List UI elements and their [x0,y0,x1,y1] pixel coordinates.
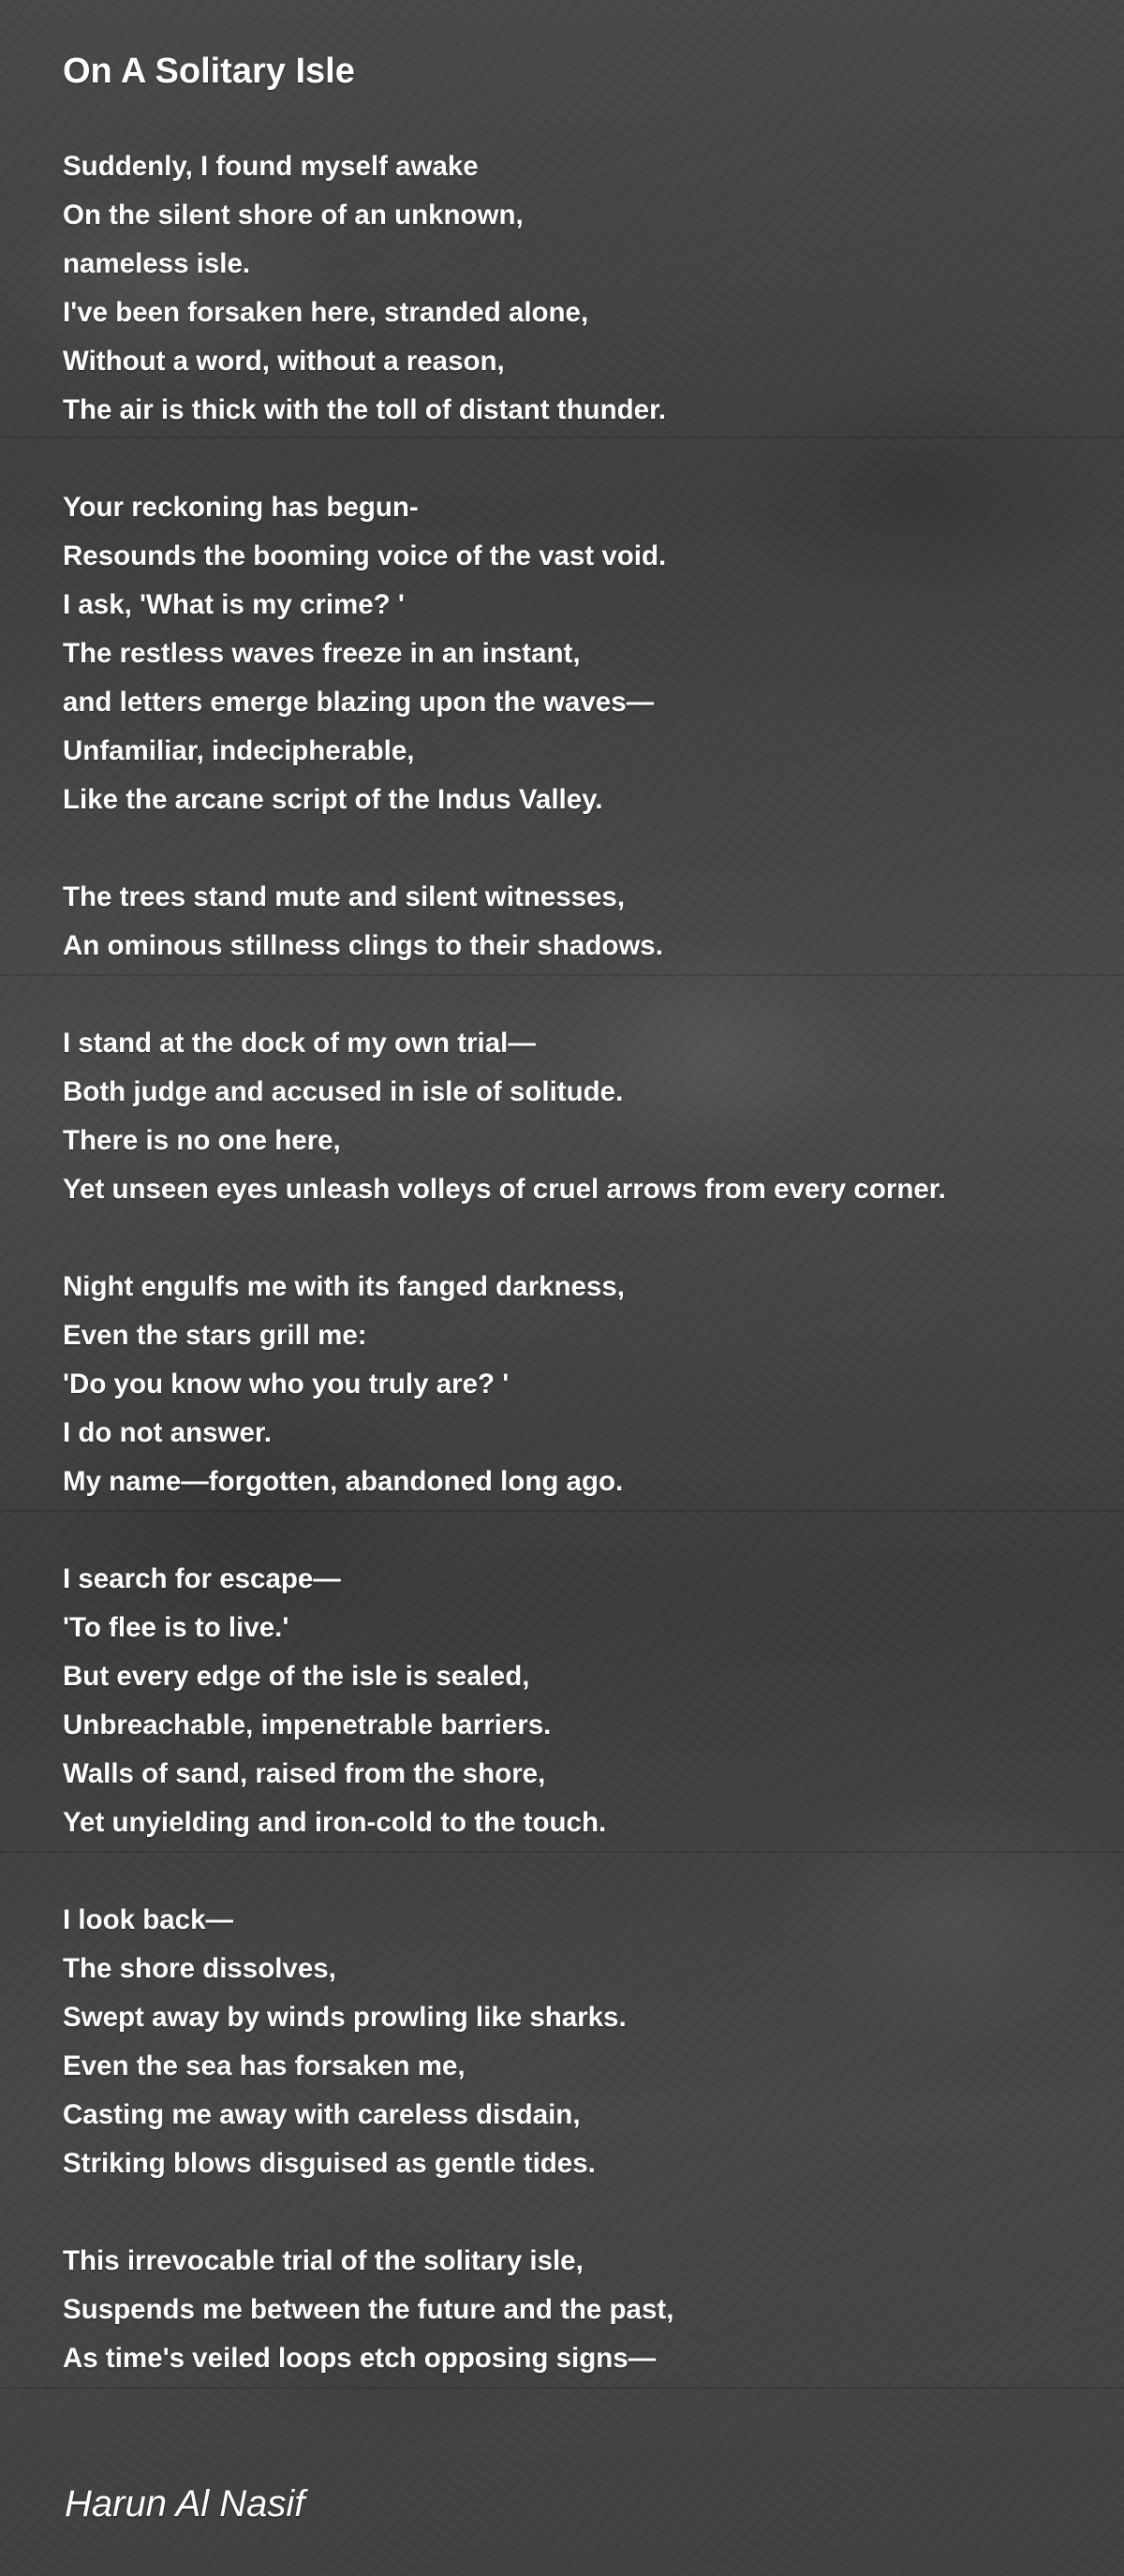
stanza-8 [63,2237,1102,2383]
stanza-3 [63,873,1102,970]
poem-line: 'Do you know who you truly are? ' [63,1369,510,1399]
poem-line: I ask, 'What is my crime? ' [63,589,405,620]
poem-line: Unbreachable, impenetrable barriers. [63,1710,552,1740]
poem-line: Casting me away with careless disdain, [63,2099,581,2130]
stanza-1 [63,142,1102,435]
stanza-4 [63,1019,1102,1214]
poem-line: My name—forgotten, abandoned long ago. [63,1466,624,1497]
poem-line: I do not answer. [63,1417,272,1448]
poem-line: 'To flee is to live.' [63,1612,289,1643]
poem-line: Like the arcane script of the Indus Valley. [63,784,603,815]
stanza-6 [63,1555,1102,1847]
poem-line: The shore dissolves, [63,1953,336,1984]
poem-line: and letters emerge blazing upon the waves— [63,687,655,718]
poem-line: Without a word, without a reason, [63,346,505,377]
poem-line: On the silent shore of an unknown, [63,200,524,230]
author-name: Harun Al Nasif [65,2483,305,2524]
poem-line: I stand at the dock of my own trial— [63,1028,536,1059]
poem-line: There is no one here, [63,1125,341,1156]
poem-line: An ominous stillness clings to their shadows. [63,930,663,961]
poem-line: Walls of sand, raised from the shore, [63,1758,546,1789]
poem-line: The trees stand mute and silent witnesses, [63,881,626,912]
poem-body [63,142,1102,2432]
poem-line: I've been forsaken here, stranded alone, [63,297,589,328]
poem-line: Both judge and accused in isle of solitude. [63,1076,624,1107]
poem-line: Even the sea has forsaken me, [63,2050,466,2081]
stanza-7 [63,1896,1102,2188]
poem-line: I look back— [63,1904,233,1935]
poem-line: Swept away by winds prowling like sharks. [63,2002,627,2033]
poem-line: Striking blows disguised as gentle tides. [63,2148,596,2179]
stanza-2 [63,483,1102,824]
poem-line: Unfamiliar, indecipherable, [63,735,415,766]
poem-line: Yet unseen eyes unleash volleys of cruel arrows from every corner. [63,1174,946,1205]
poem-line: Your reckoning has begun- [63,492,419,523]
poem-line: Suspends me between the future and the past, [63,2294,674,2325]
poem-line: The restless waves freeze in an instant, [63,638,581,669]
poem-title: On A Solitary Isle [63,52,355,91]
poem-line: Yet unyielding and iron-cold to the touch. [63,1807,607,1838]
poem-line: As time's veiled loops etch opposing signs— [63,2343,657,2374]
poem-line: Night engulfs me with its fanged darkness, [63,1271,625,1302]
stanza-5 [63,1263,1102,1506]
poem-line: This irrevocable trial of the solitary isle, [63,2245,584,2276]
poem-line: But every edge of the isle is sealed, [63,1661,530,1692]
poem-line: Even the stars grill me: [63,1320,367,1351]
poem-line: Suddenly, I found myself awake [63,151,479,182]
poem-line: I search for escape— [63,1563,341,1594]
poem-line: The air is thick with the toll of distant thunder. [63,394,667,425]
poem-line: nameless isle. [63,248,251,279]
poem-line: Resounds the booming voice of the vast void. [63,540,667,571]
